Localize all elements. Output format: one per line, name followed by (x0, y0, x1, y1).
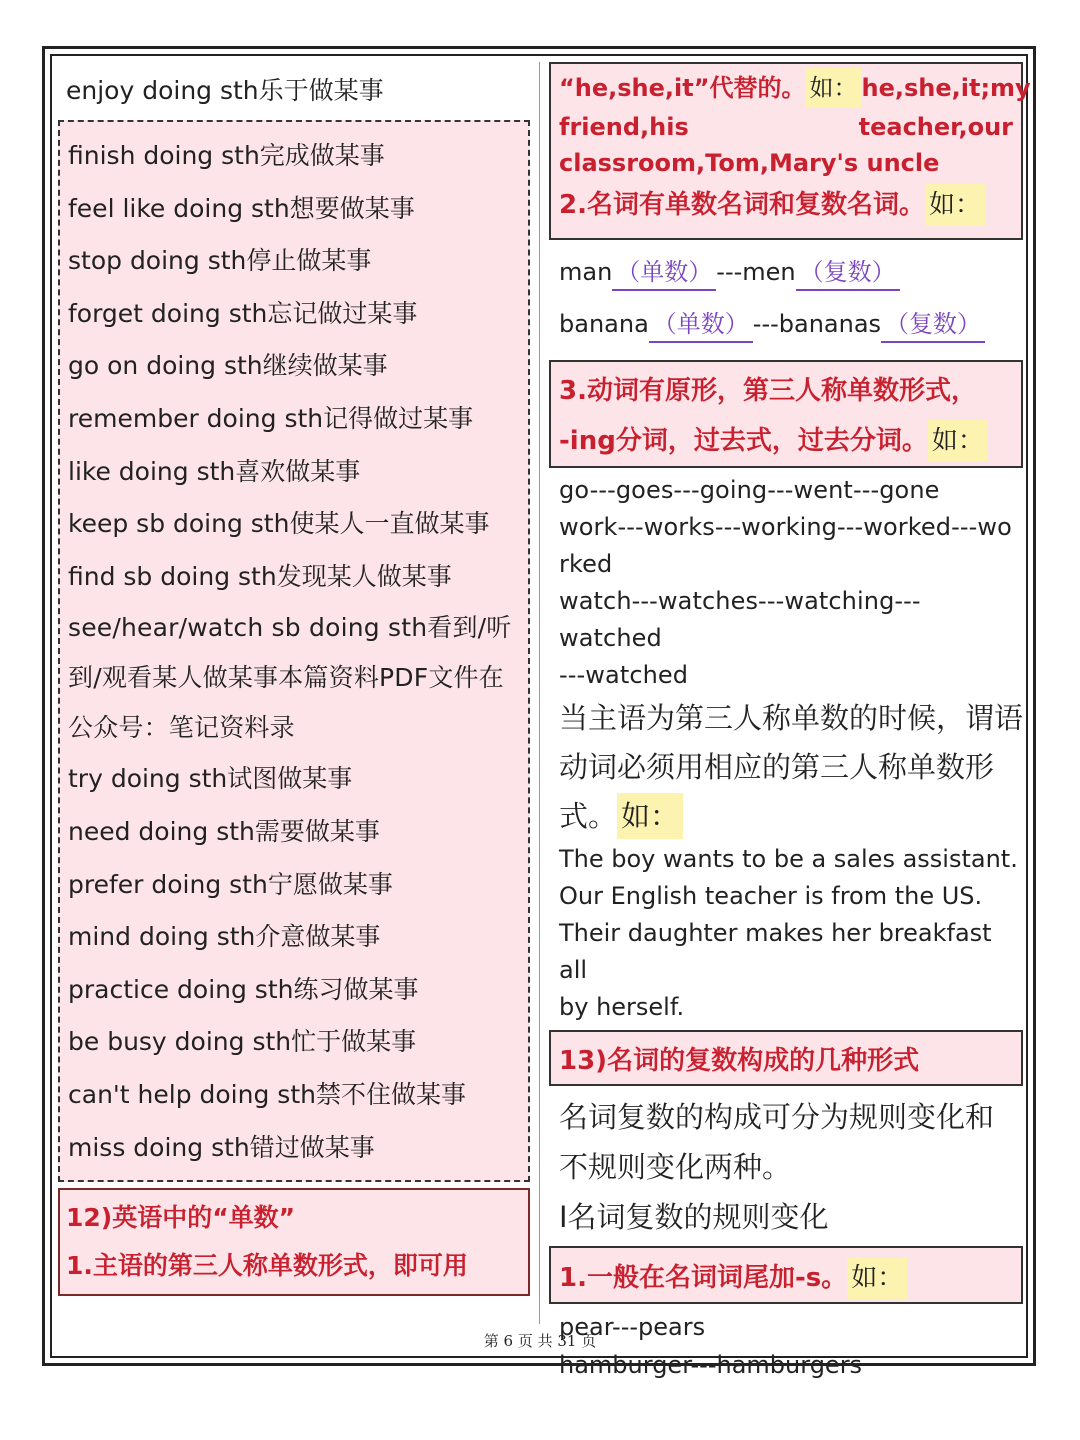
verb-forms-rule: -ing分词，过去式，过去分词。 (559, 426, 928, 456)
phrase-item: mind doing sth介意做某事 (68, 922, 381, 952)
plural-tag: （复数） (796, 255, 900, 291)
phrase-item: enjoy doing sth乐于做某事 (66, 76, 384, 105)
phrase-item: need doing sth需要做某事 (68, 816, 380, 846)
plural-tag: （复数） (881, 307, 985, 343)
pronoun-examples: classroom,Tom,Mary's uncle (559, 149, 940, 177)
phrase-item: miss doing sth错过做某事 (68, 1132, 375, 1162)
pronoun-examples: friend,his (559, 113, 689, 141)
section-heading: 12)英语中的“单数” (66, 1203, 296, 1233)
plural-examples: pear---pears hamburger---hamburgers (559, 1313, 863, 1379)
phrase-item: remember doing sth记得做过某事 (68, 403, 474, 433)
noun-example-row: banana （单数） ---bananas （复数） (559, 298, 1023, 350)
example-marker: 如： (617, 793, 683, 839)
phrase-list-box (58, 120, 530, 1182)
example-marker: 如： (806, 68, 862, 108)
phrase-item: feel like doing sth想要做某事 (68, 193, 415, 223)
left-column (58, 62, 530, 1296)
plural-s-rule-box (549, 1246, 1023, 1304)
phrase-item: practice doing sth练习做某事 (68, 974, 419, 1004)
pronoun-rule: “he,she,it”代替的。 (559, 74, 806, 102)
third-person-rule: 当主语为第三人称单数的时候，谓语 动词必须用相应的第三人称单数形 式。 如： (549, 694, 1023, 841)
phrase-item: finish doing sth完成做某事 (68, 141, 385, 170)
noun-example-row: man （单数） ---men （复数） (559, 246, 1023, 298)
singular-tag: （单数） (649, 307, 753, 343)
phrase-item: go on doing sth继续做某事 (68, 351, 388, 381)
plural-rule-text: 名词复数的构成可分为规则变化和 不规则变化两种。 I名词复数的规则变化 (559, 1100, 995, 1234)
verb-examples: go---goes---going---went---gone work---works---working---worked---wo rked watch---watches---watching---watched ---watched (559, 476, 1012, 689)
verb-forms-rule: 3.动词有原形，第三人称单数形式， (559, 376, 977, 406)
phrase-item: find sb doing sth发现某人做某事 (68, 561, 452, 591)
right-column (549, 62, 1031, 1384)
pronoun-examples: teacher,our (858, 113, 1013, 141)
phrase-item: like doing sth喜欢做某事 (68, 456, 361, 486)
plural-s-rule: 1.一般在名词词尾加-s。 (559, 1263, 848, 1293)
phrase-item: prefer doing sth宁愿做某事 (68, 869, 393, 899)
verb-forms-box (549, 360, 1023, 468)
pronoun-box (549, 62, 1031, 240)
column-divider (539, 62, 540, 1324)
section-heading-box (58, 1188, 530, 1296)
example-marker: 如： (847, 1257, 907, 1299)
pronoun-examples: he,she,it;my (861, 74, 1031, 102)
plural-forms-heading: 13)名词的复数构成的几种形式 (559, 1046, 920, 1076)
phrase-item-wrapped: see/hear/watch sb doing sth看到/听到/观看某人做某事本篇资料PDF文件在公众号：笔记资料录 (68, 613, 512, 743)
phrase-item: stop doing sth停止做某事 (68, 246, 372, 276)
phrase-item: keep sb doing sth使某人一直做某事 (68, 509, 490, 539)
phrase-item: try doing sth试图做某事 (68, 764, 353, 794)
section-subheading: 1.主语的第三人称单数形式，即可用 (66, 1251, 468, 1281)
plural-forms-heading-box (549, 1030, 1023, 1086)
english-examples: The boy wants to be a sales assistant. Our English teacher is from the US. Their daughter makes her breakfast all by herself. (559, 845, 1018, 1021)
phrase-item: can't help doing sth禁不住做某事 (68, 1079, 466, 1109)
example-marker: 如： (928, 420, 988, 462)
phrase-item: be busy doing sth忙于做某事 (68, 1027, 417, 1057)
noun-examples (549, 246, 1023, 350)
phrase-item: forget doing sth忘记做过某事 (68, 298, 418, 328)
example-marker: 如： (925, 184, 985, 226)
page-footer: 第 6 页 共 31 页 (483, 1332, 597, 1350)
noun-number-rule: 2.名词有单数名词和复数名词。 (559, 190, 925, 220)
singular-tag: （单数） (612, 255, 716, 291)
